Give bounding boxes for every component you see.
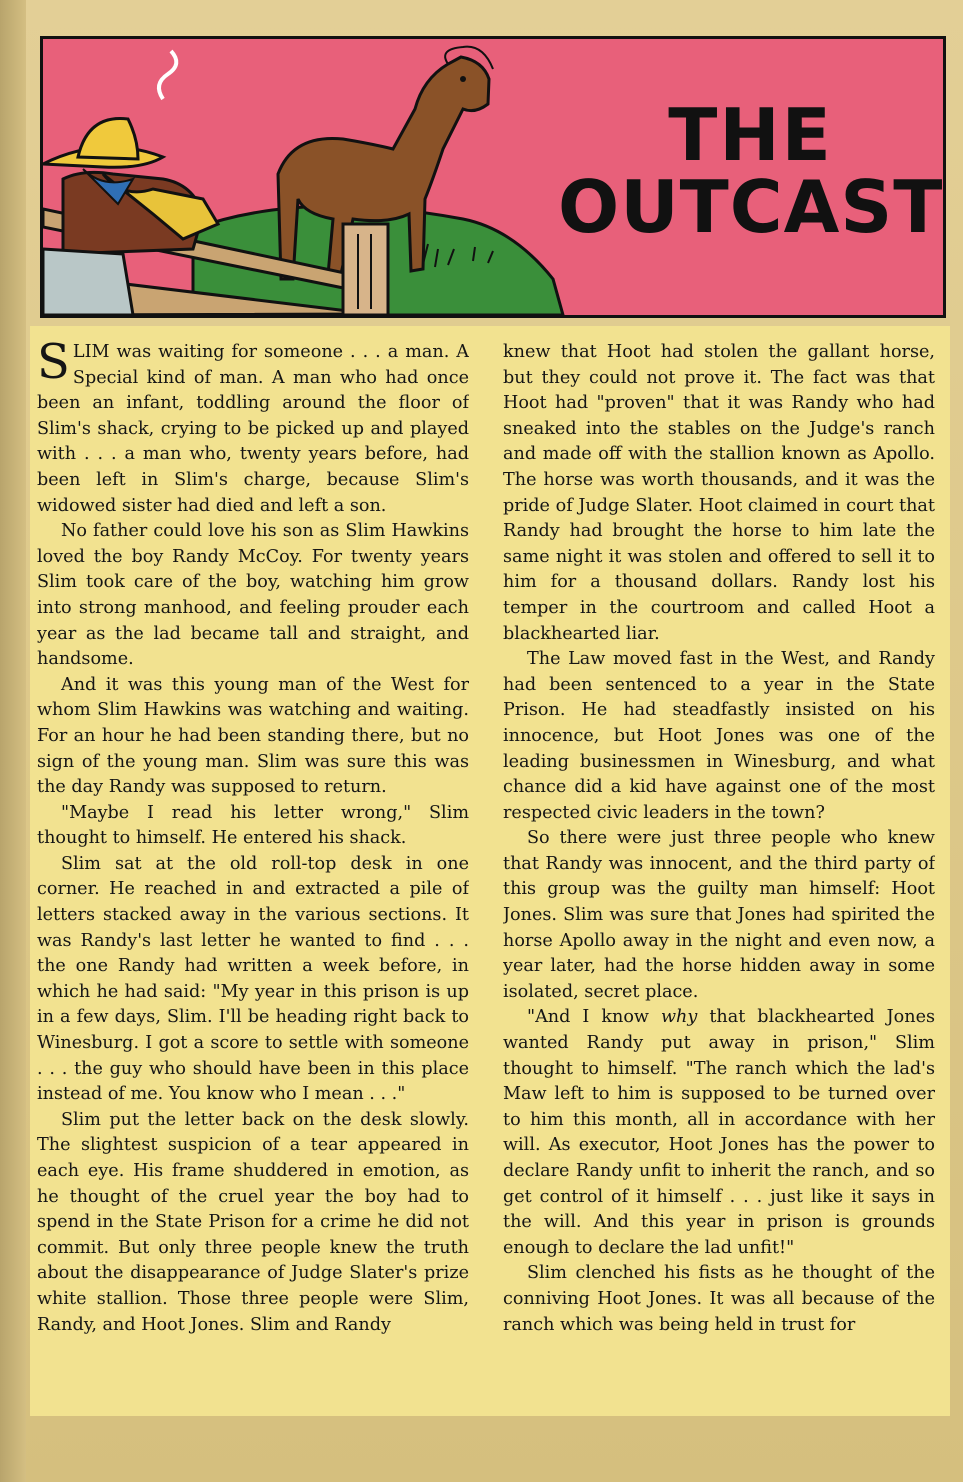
page-spine-edge <box>0 0 26 1482</box>
paragraph: Slim sat at the old roll-top desk in one corner. He reached in and extracted a pile of letters stacked away in the various sections. It was Randy's last letter he wanted to find . . . the one Randy had written a week before, in which he had said: "My year in this prison is up in a few days, Slim. I'll be heading right back to Winesburg. I got a score to settle with someone . . . the guy who should have been in this place instead of me. You know who I mean . . ." <box>37 853 469 1105</box>
paragraph: No father could love his son as Slim Hawkins loved the boy Randy McCoy. For twenty years Slim took care of the boy, watching him grow into strong manhood, and feeling prouder each year as the lad became tall and straight, and handsome. <box>37 521 469 670</box>
paragraph: "Maybe I read his letter wrong," Slim thought to himself. He entered his shack. <box>37 802 469 849</box>
paragraph: So there were just three people who knew that Randy was innocent, and the third party of this group was the guilty man himself: Hoot Jones. Slim was sure that Jones had spirited the horse Apollo away in the night and even now, a year later, had the horse hidden away in some isolated, secret place. <box>503 828 935 1002</box>
title-panel <box>40 36 946 318</box>
quote-paragraph: "And I know why that blackhearted Jones wanted Randy put away in prison," Slim thought to himself. "The ranch which the lad's Maw left to him is supposed to be turned over to him this month, all in accordance with her will. As executor, Hoot Jones has the power to declare Randy unfit to inherit the ranch, and so get control of it himself . . . just like it says in the will. And this year in prison is grounds enough to declare the lad unfit!" <box>503 1007 935 1258</box>
paragraph: The Law moved fast in the West, and Randy had been sentenced to a year in the State Prison. He had steadfastly insisted on his innocence, but Hoot Jones was one of the leading businessmen in Winesburg, and what chance did a kid have against one of the most respected civic leaders in the town? <box>503 649 935 823</box>
story-left-column <box>37 340 469 1400</box>
drop-cap: S <box>37 340 70 390</box>
paragraph: knew that Hoot had stolen the gallant horse, but they could not prove it. The fact was that Hoot had "proven" that it was Randy who had sneaked into the stables on the Judge's ranch and made off with the stallion known as Apollo. The horse was worth thousands, and it was the pride of Judge Slater. Hoot claimed in court that Randy had brought the horse to him late the same night it was stolen and offered to sell it to him for a thousand dollars. Randy lost his temper in the courtroom and called Hoot a blackhearted liar. <box>503 342 935 644</box>
paragraph: Slim put the letter back on the desk slowly. The slightest suspicion of a tear appeared in each eye. His frame shuddered in emotion, as he thought of the cruel year the boy had to spend in the State Prison for a crime he did not commit. But only three people knew the truth about the disappearance of Judge Slater's prize white stallion. Those three people were Slim, Randy, and Hoot Jones. Slim and Randy <box>37 1109 469 1335</box>
paragraph: Slim clenched his fists as he thought of the conniving Hoot Jones. It was all because of the ranch which was being held in trust for <box>503 1263 935 1335</box>
title-line-2: OUTCAST <box>558 165 944 249</box>
story-right-column <box>503 340 935 1400</box>
paragraph: SLIM was waiting for someone . . . a man. A Special kind of man. A man who had once been an infant, toddling around the floor of Slim's shack, crying to be picked up and played with . . . a man who, twenty years before, had been left in Slim's charge, because Slim's widowed sister had died and left a son. <box>37 340 469 516</box>
title-line-1: THE <box>668 93 833 177</box>
emphasis-word: why <box>661 1007 698 1028</box>
paragraph: And it was this young man of the West for whom Slim Hawkins was watching and waiting. For an hour he had been standing there, but no sign of the young man. Slim was sure this was the day Randy was supposed to return. <box>37 674 469 798</box>
story-title <box>558 93 944 249</box>
